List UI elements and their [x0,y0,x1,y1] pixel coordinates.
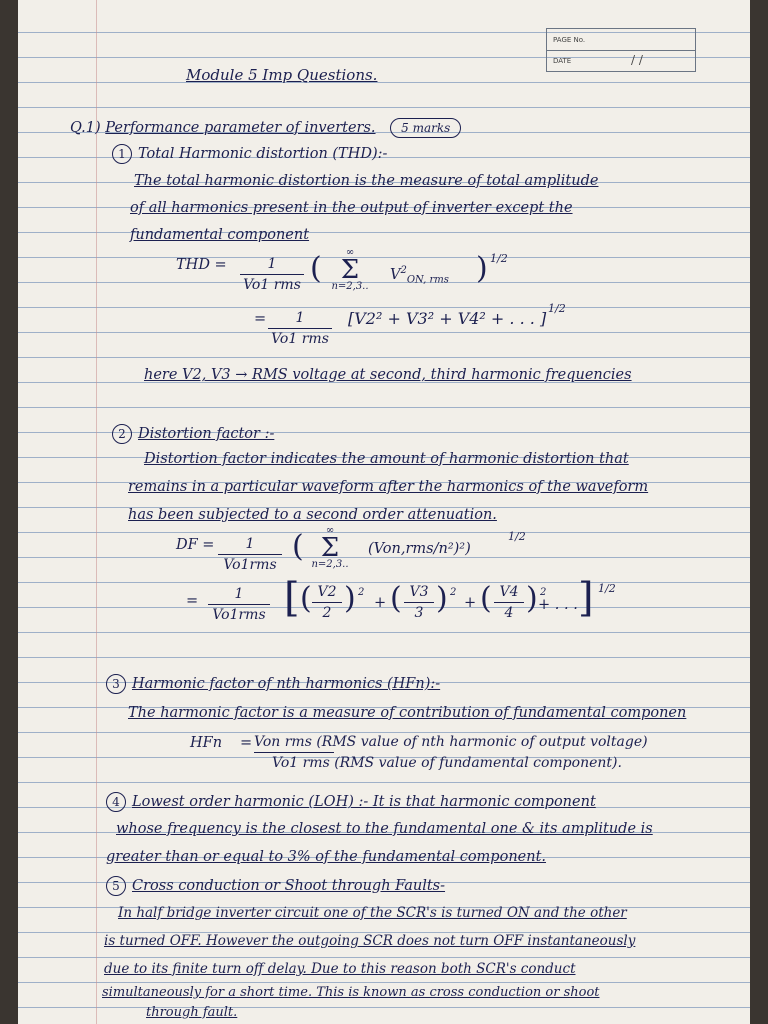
date-value: / / [631,53,643,67]
sigma-icon: Σ [320,533,340,563]
ccf-text-line-1: In half bridge inverter circuit one of the SCR's is turned ON and the other [118,905,627,921]
thd-numerator-2: 1 [295,310,305,326]
ccf-heading: Cross conduction or Shoot through Faults- [132,878,446,894]
term-2-num: V3 [409,584,429,600]
thd-text-line-2: of all harmonics present in the output of inverter except the [130,200,573,216]
plus-sign: + [374,595,387,611]
fraction-bar [494,602,524,603]
page-no-label: PAGE No. [553,36,586,44]
thd-summation [328,248,372,292]
sum-upper-limit: ∞ [345,247,355,258]
close-bracket: ] [578,575,594,621]
df-bracket-exponent: 1/2 [598,582,616,595]
thd-heading: Total Harmonic distortion (THD):- [138,146,388,162]
ccf-text-line-5: through fault. [146,1005,238,1020]
loh-text-line-2: whose frequency is the closest to the fundamental one & its amplitude is [116,821,653,837]
df-continuation: + . . . [538,597,578,613]
paren: ( [300,581,312,616]
thd-lhs: THD = [176,257,227,273]
df-lhs: DF = [176,537,215,553]
df-fraction-1 [218,536,282,573]
df-heading-line [112,424,274,444]
loh-text-line-3: greater than or equal to 3% of the fundamental component. [106,849,547,865]
thd-denominator: Vo1 rms [243,277,301,293]
paren: ) [436,581,448,616]
marks-badge: 5 marks [390,118,461,138]
thd-note: here V2, V3 → RMS voltage at second, third harmonic frequencies [144,367,632,383]
df-exponent: 1/2 [508,530,526,543]
hf-heading-line [106,674,440,694]
loh-text-1: Lowest order harmonic (LOH) :- It is that harmonic component [132,794,596,810]
open-bracket: [ [284,575,300,621]
thd-numerator: 1 [267,256,277,272]
item-number-3: 3 [106,674,126,694]
fraction-bar [218,554,282,555]
thd-heading-line [112,144,387,164]
notebook-page [18,0,750,1024]
thd-fraction-2 [268,310,332,347]
df-term-2 [404,584,434,621]
df-heading: Distortion factor :- [138,426,275,442]
df-numerator-2: 1 [234,586,244,602]
sum-lower-limit: n=2,3.. [311,559,349,570]
term-1-den: 2 [322,605,332,621]
hf-denominator: Vo1 rms (RMS value of fundamental component). [272,755,622,771]
thd-denominator-2: Vo1 rms [271,331,329,347]
fraction-bar [240,274,304,275]
sum-term-sub: ON, rms [406,274,449,286]
thd-fraction-1 [240,256,304,293]
sum-upper-limit: ∞ [325,525,335,536]
square: 2 [450,587,457,598]
question-text: Performance parameter of inverters. [105,120,376,136]
ccf-text-line-3: due to its finite turn off delay. Due to this reason both SCR's conduct [104,961,576,977]
fraction-bar [268,328,332,329]
question-line [70,118,461,138]
paren: ) [526,581,538,616]
open-paren: ( [292,529,304,564]
term-3-num: V4 [499,584,519,600]
ccf-text-line-2: is turned OFF. However the outgoing SCR does not turn OFF instantaneously [104,933,636,949]
hf-eq: = [240,735,253,751]
df-term-3 [494,584,524,621]
df-eq-sign: = [186,593,199,609]
hf-numerator: Von rms (RMS value of nth harmonic of output voltage) [254,734,648,750]
sum-term-sup: 2 [400,265,407,276]
ccf-heading-line [106,876,445,896]
square: 2 [540,587,547,598]
loh-line-1 [106,792,596,812]
hf-fraction [254,734,738,771]
thd-expansion-exponent: 1/2 [548,302,566,315]
hf-heading: Harmonic factor of nth harmonics (HFn):- [132,676,441,692]
df-sum-term: (Von,rms/n²)²) [368,541,471,557]
open-paren: ( [310,251,322,286]
thd-sum-term [390,262,449,290]
page-no-row [547,29,695,51]
fraction-bar [254,752,334,753]
df-text-line-2: remains in a particular waveform after the harmonics of the waveform [128,479,649,495]
question-number: Q.1) [70,120,101,136]
hf-text-line-1: The harmonic factor is a measure of contribution of fundamental componen [128,705,687,721]
df-fraction-2 [208,586,270,623]
square: 2 [358,587,365,598]
thd-eq-sign: = [254,311,267,327]
df-text-line-3: has been subjected to a second order attenuation. [128,507,497,523]
df-numerator: 1 [245,536,255,552]
fraction-bar [208,604,270,605]
item-number-4: 4 [106,792,126,812]
thd-expansion: [V2² + V3² + V4² + . . . ] [348,309,547,328]
item-number-2: 2 [112,424,132,444]
sum-term-base: V [390,266,401,283]
df-summation [308,526,352,570]
paren: ( [390,581,402,616]
margin-line [96,0,97,1024]
sum-lower-limit: n=2,3.. [331,281,369,292]
page-header-box [546,28,696,72]
paren: ( [480,581,492,616]
fraction-bar [312,602,342,603]
item-number-1: 1 [112,144,132,164]
df-text-line-1: Distortion factor indicates the amount of harmonic distortion that [144,451,629,467]
df-denominator: Vo1rms [223,557,277,573]
paren: ) [344,581,356,616]
thd-text-line-1: The total harmonic distortion is the measure of total amplitude [134,173,599,189]
item-number-5: 5 [106,876,126,896]
term-1-num: V2 [317,584,337,600]
term-3-den: 4 [504,605,514,621]
hf-lhs: HFn [190,735,223,751]
df-term-1 [312,584,342,621]
page-title: Module 5 Imp Questions. [186,66,378,84]
thd-text-line-3: fundamental component [130,227,310,243]
sigma-icon: Σ [340,255,360,285]
thd-exponent: 1/2 [490,252,508,265]
fraction-bar [404,602,434,603]
term-2-den: 3 [414,605,424,621]
date-label: DATE [553,57,572,65]
close-paren: ) [476,251,488,286]
ccf-text-line-4: simultaneously for a short time. This is known as cross conduction or shoot [102,985,600,1000]
date-row [547,50,695,71]
plus-sign: + [464,595,477,611]
df-denominator-2: Vo1rms [212,607,266,623]
